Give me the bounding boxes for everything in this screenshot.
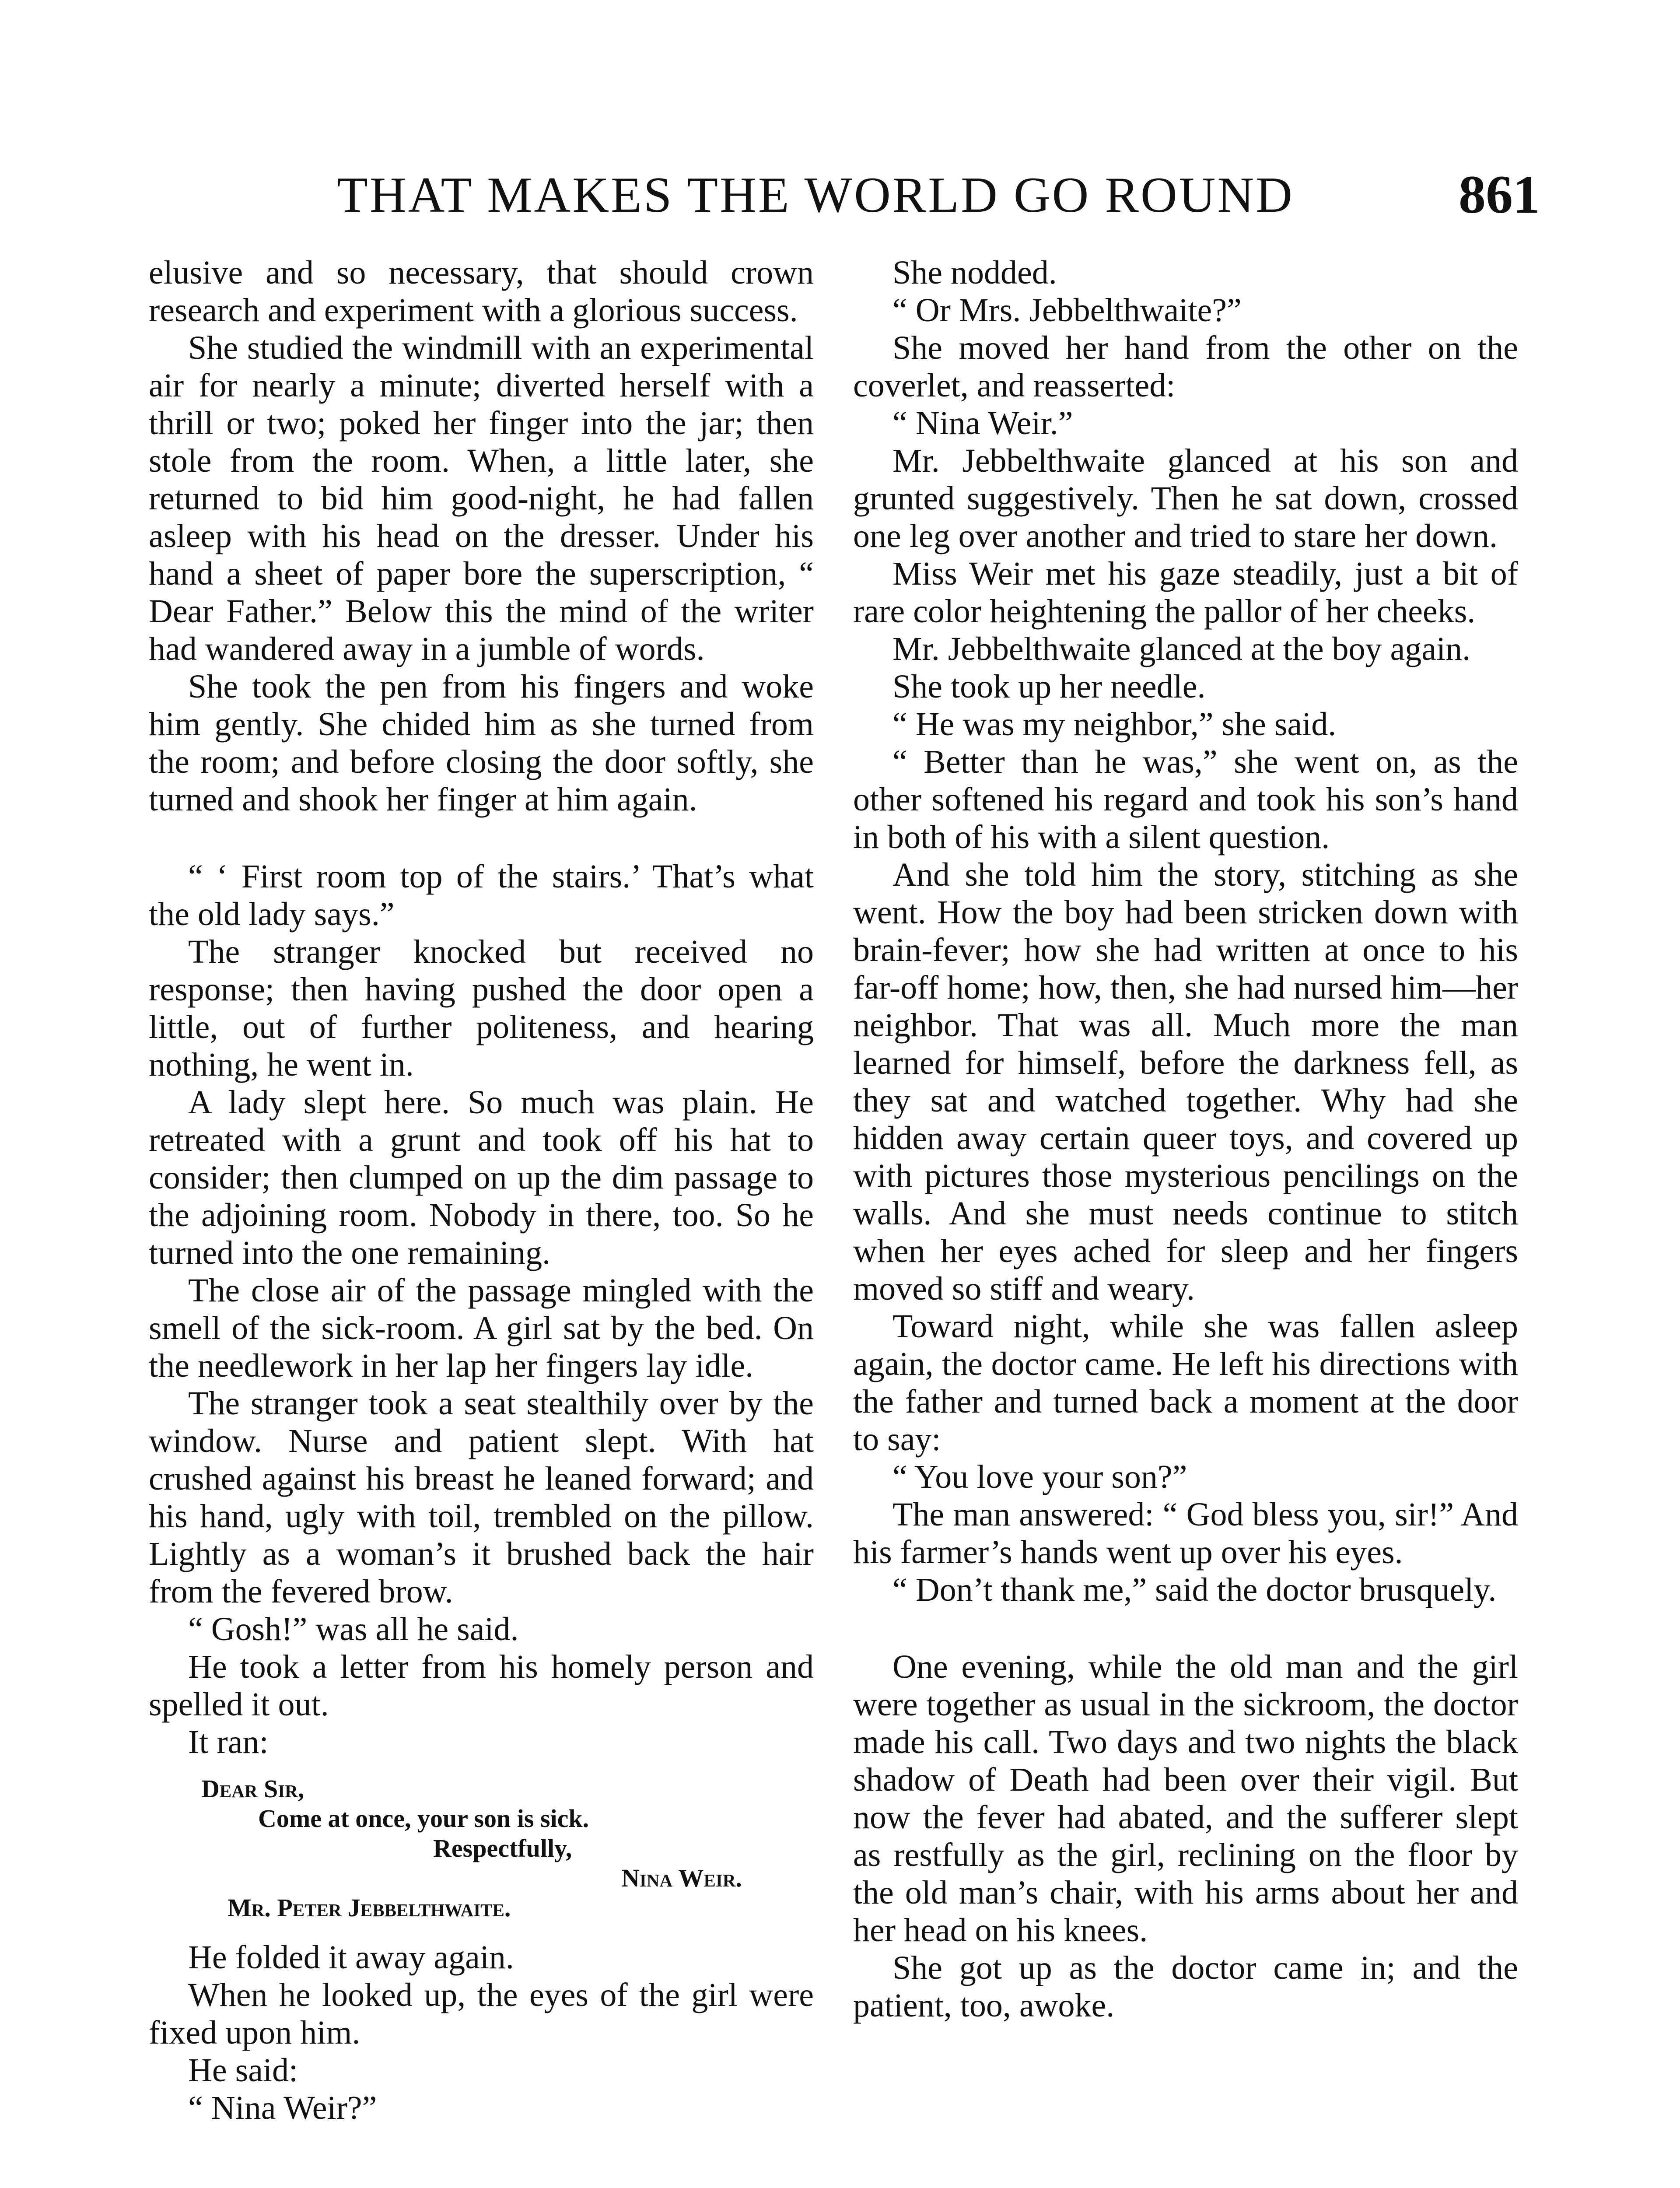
page-number: 861	[1459, 165, 1540, 224]
paragraph: “ Or Mrs. Jebbelthwaite?”	[892, 292, 1242, 329]
paragraph: He took a letter from his homely person and spelled it out.	[149, 1648, 814, 1723]
paragraph: The stranger took a seat stealthily over by the window. Nurse and patient slept. With hat crushed against his breast he leaned forward; and his hand, ugly with toil, trembled on the pillow. Lightly as a woman’s it brushed back the hair from the fevered brow.	[149, 1385, 814, 1610]
paragraph: “ Gosh!” was all he said.	[188, 1611, 519, 1648]
paragraph: “ Nina Weir.”	[892, 405, 1073, 442]
paragraph: She took the pen from his fingers and woke him gently. She chided him as she turned from the room; and before closing the door softly, she turned and shook her finger at him again.	[149, 668, 814, 818]
letter-body: Come at once, your son is sick.	[258, 1804, 589, 1833]
right-column	[853, 254, 1518, 2024]
paragraph: Miss Weir met his gaze steadily, just a bit of rare color heightening the pallor of her cheeks.	[853, 555, 1518, 630]
paragraph: Toward night, while she was fallen asleep again, the doctor came. He left his directions with the father and turned back a moment at the door to say:	[853, 1308, 1518, 1458]
paragraph: “ You love your son?”	[892, 1459, 1187, 1495]
letter-salutation: Dear Sir,	[201, 1774, 304, 1803]
paragraph: The man answered: “ God bless you, sir!” And his farmer’s hands went up over his eyes.	[853, 1496, 1518, 1571]
paragraph: Mr. Jebbelthwaite glanced at the boy again.	[892, 631, 1471, 667]
paragraph: He said:	[188, 2052, 298, 2089]
paragraph: “ He was my neighbor,” she said.	[892, 706, 1337, 743]
paragraph: A lady slept here. So much was plain. He retreated with a grunt and took off his hat to consider; then clumped on up the dim passage to the adjoining room. Nobody in there, too. So he turned into the one remaining.	[149, 1084, 814, 1271]
paragraph: “ Nina Weir?”	[188, 2090, 377, 2126]
paragraph: She got up as the doctor came in; and the patient, too, awoke.	[853, 1950, 1518, 2024]
quoted-letter	[149, 1774, 814, 1923]
paragraph: elusive and so necessary, that should crown research and experiment with a glorious success.	[149, 254, 814, 329]
letter-addressee: Mr. Peter Jebbelthwaite.	[228, 1893, 511, 1922]
paragraph: “ ‘ First room top of the stairs.’ That’s what the old lady says.”	[149, 858, 814, 933]
page-header	[140, 166, 1540, 236]
paragraph: “ Better than he was,” she went on, as the other softened his regard and took his son’s hand in both of his with a silent question.	[853, 743, 1518, 856]
paragraph: It ran:	[188, 1724, 269, 1760]
paragraph: When he looked up, the eyes of the girl were fixed upon him.	[149, 1977, 814, 2051]
running-title: THAT MAKES THE WORLD GO ROUND	[337, 167, 1294, 223]
paragraph: She studied the windmill with an experimental air for nearly a minute; diverted herself with a thrill or two; poked her finger into the jar; then stole from the room. When, a little later, she returned to bid him good-night, he had fallen asleep with his head on the dresser. Under his hand a sheet of paper bore the superscription, “ Dear Father.” Below this the mind of the writer had wandered away in a jumble of words.	[149, 330, 814, 667]
letter-signature: Nina Weir.	[621, 1864, 742, 1892]
paragraph: She took up her needle.	[892, 668, 1206, 705]
paragraph: He folded it away again.	[188, 1939, 514, 1976]
left-column	[149, 254, 814, 2127]
paragraph: She moved her hand from the other on the coverlet, and reasserted:	[853, 330, 1518, 404]
paragraph: The stranger knocked but received no response; then having pushed the door open a little, out of further politeness, and hearing nothing, he went in.	[149, 933, 814, 1083]
paragraph: She nodded.	[892, 254, 1057, 291]
paragraph: One evening, while the old man and the girl were together as usual in the sickroom, the doctor made his call. Two days and two nights the black shadow of Death had been over their vigil. But now the fever had abated, and the sufferer slept as restfully as the girl, reclining on the floor by the old man’s chair, with his arms about her and her head on his knees.	[853, 1648, 1518, 1949]
paragraph: The close air of the passage mingled with the smell of the sick-room. A girl sat by the bed. On the needlework in her lap her fingers lay idle.	[149, 1272, 814, 1384]
paragraph: Mr. Jebbelthwaite glanced at his son and grunted suggestively. Then he sat down, crossed one leg over another and tried to stare her down.	[853, 442, 1518, 554]
letter-closing: Respectfully,	[433, 1834, 572, 1862]
paragraph: “ Don’t thank me,” said the doctor brusquely.	[892, 1571, 1497, 1608]
paragraph: And she told him the story, stitching as she went. How the boy had been stricken down with brain-fever; how she had written at once to his far-off home; how, then, she had nursed him—her neighbor. That was all. Much more the man learned for himself, before the darkness fell, as they sat and watched together. Why had she hidden away certain queer toys, and covered up with pictures those mysterious pencilings on the walls. And she must needs continue to stitch when her eyes ached for sleep and her fingers moved so stiff and weary.	[853, 856, 1518, 1307]
